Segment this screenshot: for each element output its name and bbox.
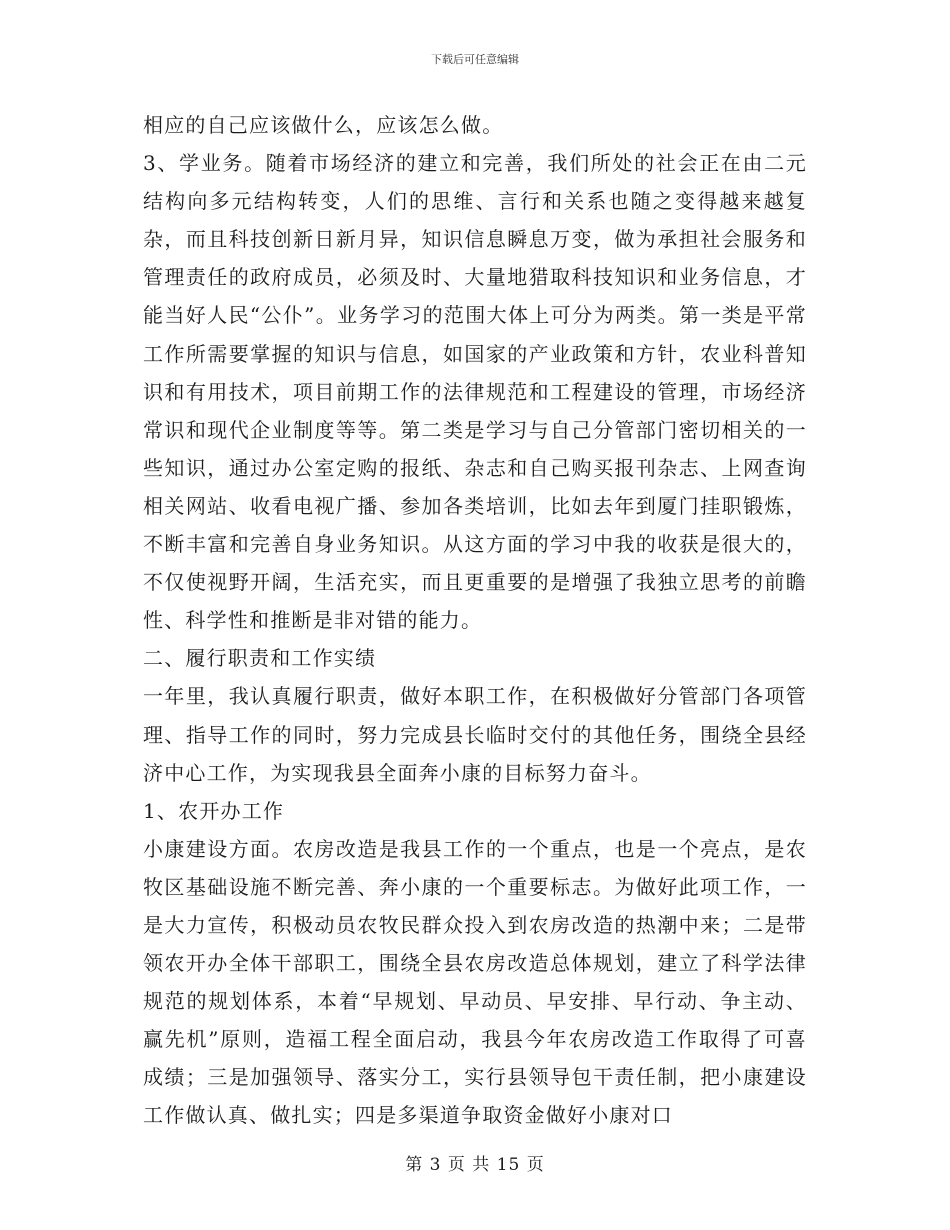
subsection-heading: 1、农开办工作 — [143, 798, 285, 823]
paragraph: 3、学业务。随着市场经济的建立和完善，我们所处的社会正在由二元结构向多元结构转变，人们的思维、言行和关系也随之变得越来越复杂，而且科技创新日新月异，知识信息瞬息万变，做为承担社会服务和管理责任的政府成员，必须及时、大量地猎取科技知识和业务信息，才能当好人民“公仆”。业务学习的范围大体上可分为两类。第一类是平常工作所需要掌握的知识与信息，如国家的产业政策和方针，农业科普知识和有用技术，项目前期工作的法律规范和工程建设的管理，市场经济常识和现代企业制度等等。第二类是学习与自己分管部门密切相关的一些知识，通过办公室定购的报纸、杂志和自己购买报刊杂志、上网查询相关网站、收看电视广播、参加各类培训，比如去年到厦门挂职锻炼，不断丰富和完善自身业务知识。从这方面的学习中我的收获是很大的，不仅使视野开阔，生活充实，而且更重要的是增强了我独立思考的前瞻性、科学性和推断是非对错的能力。 — [143, 151, 807, 633]
paragraph: 小康建设方面。农房改造是我县工作的一个重点，也是一个亮点，是农牧区基础设施不断完善、奔小康的一个重要标志。为做好此项工作，一是大力宣传，积极动员农牧民群众投入到农房改造的热潮中来；二是带领农开办全体干部职工，围绕全县农房改造总体规划，建立了科学法律规范的规划体系，本着“早规划、早动员、早安排、早行动、争主动、赢先机”原则，造福工程全面启动，我县今年农房改造工作取得了可喜成绩；三是加强领导、落实分工，实行县领导包干责任制，把小康建设工作做认真、做扎实；四是多渠道争取资金做好小康对口 — [143, 836, 807, 1128]
document-body — [143, 106, 807, 1135]
page-number: 第 3 页 共 15 页 — [405, 1155, 545, 1175]
section-heading: 二、履行职责和工作实绩 — [143, 646, 377, 671]
paragraph: 相应的自己应该做什么，应该怎么做。 — [143, 113, 504, 137]
paragraph: 一年里，我认真履行职责，做好本职工作，在积极做好分管部门各项管理、指导工作的同时，努力完成县长临时交付的其他任务，围绕全县经济中心工作，为实现我县全面奔小康的目标努力奋斗。 — [143, 684, 807, 785]
page-header-note: 下载后可任意编辑 — [431, 53, 519, 66]
